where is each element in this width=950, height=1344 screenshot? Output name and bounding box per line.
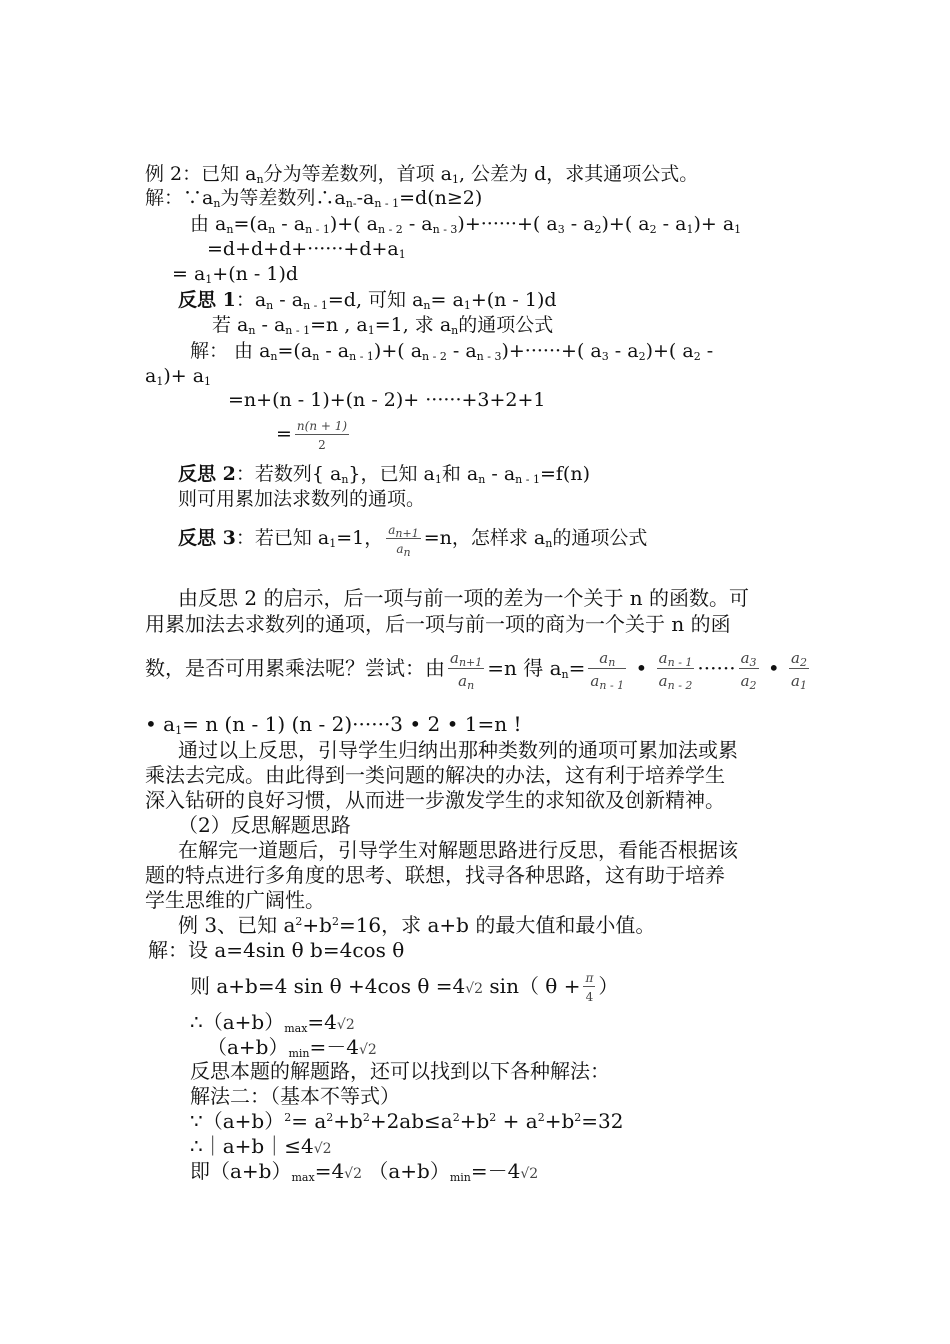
paragraph1-line3: 数，是否可用累乘法呢？尝试：由 $\frac{a_{n+1}}{a_n}$ =n 得 $a_n=$ $\frac{a_n}{a_{n - 1}}$ • $\frac{a_{n - 1}}{a_{n - 2}}$ ······ $\frac{a_3}{a_2}$ • $\frac{a_2}{a_1}$: [145, 649, 807, 692]
example3-max-line: $\therefore(a+b)_{max}=4√2$: [190, 1010, 355, 1035]
fraction-a-n-1-over-a-n-2: $\frac{a_{n - 1}}{a_{n - 2}}$: [658, 649, 693, 692]
fraction-pi-over-4: $\frac{\pi}{4}$: [585, 971, 594, 1004]
fraction-a-n-over-a-n-1: $\frac{a_n}{a_{n - 1}}$: [590, 649, 625, 692]
reflection2-line2: 则可用累加法求数列的通项。: [178, 488, 426, 510]
reflection1-line5: =n+(n - 1)+(n - 2)+ ······+3+2+1: [228, 389, 546, 411]
paragraph2-line3: 深入钻研的良好习惯，从而进一步激发学生的求知欲及创新精神。: [145, 788, 725, 812]
reflection1-line6: = $\frac{n(n + 1)}{2}$: [276, 418, 348, 452]
reflection2-label: 反思 2: [178, 463, 236, 485]
example3-method2-line3: 即$(a+b)_{max}=4√2$ $(a+b)_{min}=-4√2$: [190, 1159, 539, 1184]
example2-title: 例 2：已知 $a_n$分为等差数列，首项 $a_1$, 公差为 d，求其通项公式。: [145, 163, 699, 186]
paragraph2-line1: 通过以上反思，引导学生归纳出那种类数列的通项可累加法或累: [178, 738, 738, 762]
fraction-a-n-plus-1-over-a-n-2: $\frac{a_{n+1}}{a_n}$: [450, 649, 483, 692]
example2-solution-line2: 由 $a_n=(a_n - a_{n - 1})+$( $a_{n - 2} - a_{n - 3})+\cdot\cdot\cdot\cdot\cdot\cdot+$( $a_3 - a_2)+$( $a_2 - a_1)+ a_1$: [190, 213, 742, 236]
example2-solution-line1: 解：$\because a_n$为等差数列$\therefore a_{n-}-a_{n - 1}=d(n\ge 2)$: [145, 187, 483, 210]
example3-solution-line1: 解：设 a=4sin θ b=4cos θ: [148, 938, 405, 962]
reflection3-label: 反思 3: [178, 527, 236, 549]
reflection3-line1: 反思 3：若已知 $a_1=1$， $\frac{a_{n+1}}{a_n}$ =n，怎样求 $a_n$的通项公式: [178, 522, 648, 559]
fraction-n-n-plus-1-over-2: $\frac{n(n + 1)}{2}$: [296, 418, 348, 452]
reflection1-line2: 若 $a_n - a_{n - 1}=n$ , $a_1=1$, 求 $a_n$的通项公式: [212, 314, 554, 337]
example3-solution-line2: 则 a+b=4 sin θ +4cos θ =4√2 sin（ θ + $\frac{\pi}{4}$ ）: [190, 971, 619, 1004]
paragraph1-line2: 用累加法去求数列的通项，后一项与前一项的商为一个关于 n 的函: [145, 612, 731, 636]
reflection1-line1: 反思 1：$a_n - a_{n - 1}=d$, 可知 $a_n= a_1+(n - 1)d$: [178, 289, 557, 312]
paragraph3-line1: 在解完一道题后，引导学生对解题思路进行反思，看能否根据该: [178, 838, 738, 862]
example3-method2-line2: ∴｜a+b｜≤4√2: [190, 1134, 332, 1158]
fraction-a2-over-a1: $\frac{a_2}{a_1}$: [791, 649, 807, 692]
paragraph3-line3: 学生思维的广阔性。: [145, 888, 325, 912]
reflection2-line1: 反思 2：若数列{ $a_n$}，已知 $a_1$和 $a_n - a_{n - 1}=f(n)$: [178, 463, 590, 486]
paragraph3-line2: 题的特点进行多角度的思考、联想，找寻各种思路，这有助于培养: [145, 863, 725, 887]
reflection1-line3: 解： 由 $a_n=(a_n - a_{n - 1})+$( $a_{n - 2} - a_{n - 3})+\cdot\cdot\cdot\cdot\cdot\cdot+$( $a_3 - a_2)+$( $a_2$ -: [190, 340, 714, 363]
reflection1-line4: $a_1)+ a_1$: [145, 365, 212, 388]
paragraph1-line4: • $a_1= n$ (n - 1) (n - 2)······3 • 2 • 1=n !: [145, 712, 522, 737]
fraction-a3-over-a2: $\frac{a_3}{a_2}$: [740, 649, 757, 692]
example3-reflection-line: 反思本题的解题路，还可以找到以下各种解法：: [190, 1059, 610, 1083]
example3-method2-heading: 解法二：（基本不等式）: [190, 1084, 400, 1108]
example2-solution-line4: = $a_1+(n - 1)d$: [172, 263, 299, 286]
example3-min-line: $(a+b)_{min}=-4√2$: [207, 1035, 377, 1060]
paragraph2-line2: 乘法去完成。由此得到一类问题的解决的办法，这有利于培养学生: [145, 763, 725, 787]
fraction-a-n-plus-1-over-a-n: $\frac{a_{n+1}}{a_n}$: [388, 522, 419, 559]
example3-method2-line1: $\because(a+b)^2= a^2+b^2+2ab\le a^2+b^2 + a^2+b^2=32$: [190, 1109, 624, 1133]
section2-heading: （2）反思解题思路: [178, 813, 351, 837]
paragraph1-line1: 由反思 2 的启示，后一项与前一项的差为一个关于 n 的函数。可: [178, 586, 750, 610]
example3-title: 例 3、已知 $a^2+b^2=16$，求 a+b 的最大值和最小值。: [178, 913, 656, 937]
reflection1-label: 反思 1: [178, 289, 236, 311]
example2-solution-line3: $=d+d+d+\cdot\cdot\cdot\cdot\cdot\cdot+d+a_1$: [207, 238, 406, 261]
